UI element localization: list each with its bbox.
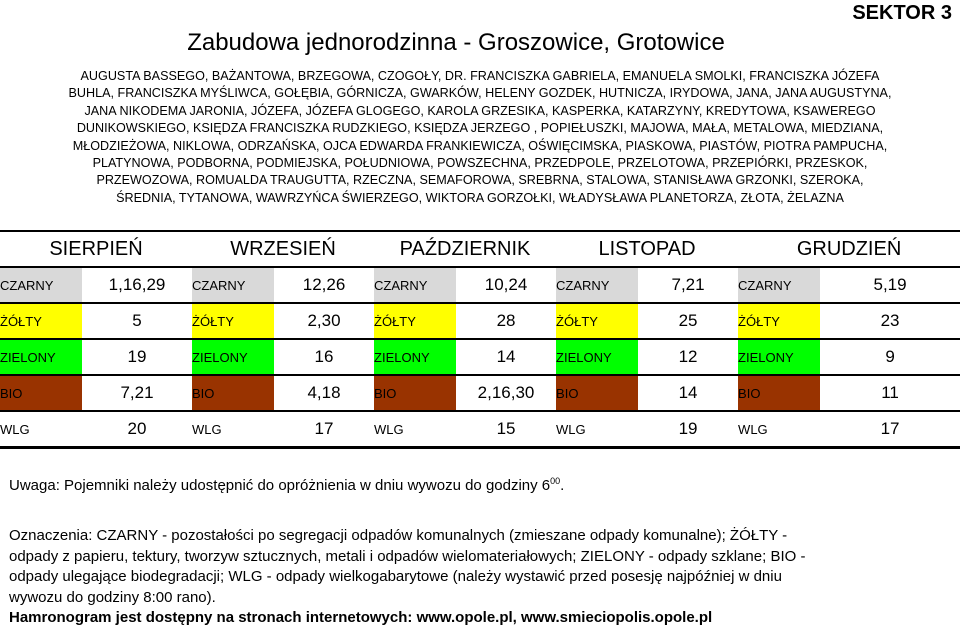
street-line: ŚREDNIA, TYTANOWA, WAWRZYŃCA ŚWIERZEGO, WIKTORA GORZOŁKI, WŁADYSŁAWA PLANETORZA, ZŁOTA, ŻELAZNA	[116, 190, 844, 205]
waste-type-label: ZIELONY	[374, 339, 456, 375]
street-line: PLATYNOWA, PODBORNA, PODMIEJSKA, POŁUDNIOWA, POWSZECHNA, PRZEDPOLE, PRZELOTOWA, PRZEPIÓRKI, PRZESKOK,	[92, 156, 868, 171]
street-line: JANA NIKODEMA JARONIA, JÓZEFA, JÓZEFA GLOGEGO, KAROLA GRZESIKA, KASPERKA, KATARZYNY, KREDYTOWA, KSAWEREGO	[84, 103, 876, 118]
collection-dates: 2,16,30	[456, 375, 556, 411]
waste-type-label: CZARNY	[738, 267, 820, 303]
note-suffix: .	[560, 477, 565, 494]
collection-dates: 1,16,29	[82, 267, 192, 303]
collection-dates: 10,24	[456, 267, 556, 303]
waste-type-label: WLG	[738, 411, 820, 448]
street-line: AUGUSTA BASSEGO, BAŻANTOWA, BRZEGOWA, CZOGOŁY, DR. FRANCISZKA GABRIELA, EMANUELA SMOLKI, FRANCISZKA JÓZEFA	[80, 69, 880, 83]
collection-dates: 14	[638, 375, 738, 411]
waste-type-label: CZARNY	[0, 267, 82, 303]
collection-dates: 19	[82, 339, 192, 375]
collection-dates: 17	[820, 411, 960, 448]
collection-dates: 5	[82, 303, 192, 339]
table-row	[0, 339, 960, 375]
street-line: MŁODZIEŻOWA, NIKLOWA, ODRZAŃSKA, OJCA EDWARDA FRANKIEWICZA, OŚWIĘCIMSKA, PIASKOWA, PIASTÓW, PIOTRA PAMPUCHA,	[72, 138, 888, 153]
pickup-note	[9, 476, 564, 494]
waste-type-label: ŻÓŁTY	[374, 303, 456, 339]
footer-website-info: Hamronogram jest dostępny na stronach internetowych: www.opole.pl, www.smieciopolis.opole.pl	[9, 609, 713, 626]
waste-type-label: ZIELONY	[738, 339, 820, 375]
collection-dates: 20	[82, 411, 192, 448]
collection-dates: 5,19	[820, 267, 960, 303]
month-header-row	[0, 231, 960, 267]
waste-type-label: ZIELONY	[192, 339, 274, 375]
legend-line: odpady ulegające biodegradacji; WLG - odpady wielkogabarytowe (należy wystawić przed posesję najpóźniej w dniu	[9, 568, 782, 585]
collection-dates: 15	[456, 411, 556, 448]
table-row	[0, 267, 960, 303]
waste-type-label: BIO	[738, 375, 820, 411]
waste-type-label: BIO	[374, 375, 456, 411]
collection-dates: 28	[456, 303, 556, 339]
collection-dates: 12,26	[274, 267, 374, 303]
street-line: PRZEWOZOWA, ROMUALDA TRAUGUTTA, RZECZNA, SEMAFOROWA, SREBRNA, STALOWA, STANISŁAWA GRZONKI, SZEROKA,	[96, 173, 864, 188]
waste-type-label: BIO	[0, 375, 82, 411]
month-header: LISTOPAD	[556, 231, 738, 267]
street-list	[0, 68, 960, 207]
waste-type-label: ŻÓŁTY	[738, 303, 820, 339]
waste-type-label: WLG	[556, 411, 638, 448]
waste-type-label: BIO	[556, 375, 638, 411]
table-row	[0, 303, 960, 339]
page-title: Zabudowa jednorodzinna - Groszowice, Grotowice	[187, 29, 725, 56]
collection-dates: 19	[638, 411, 738, 448]
street-line: BUHLA, FRANCISZKA MYŚLIWCA, GOŁĘBIA, GÓRNICZA, GWARKÓW, HELENY GOZDEK, HUTNICZA, IRYDOWA, JANA, JANA AUGUSTYNA,	[68, 86, 892, 101]
table-row	[0, 375, 960, 411]
waste-type-label: ŻÓŁTY	[192, 303, 274, 339]
waste-type-label: CZARNY	[192, 267, 274, 303]
collection-dates: 17	[274, 411, 374, 448]
collection-dates: 11	[820, 375, 960, 411]
collection-dates: 7,21	[638, 267, 738, 303]
waste-type-label: ŻÓŁTY	[556, 303, 638, 339]
waste-type-label: ZIELONY	[556, 339, 638, 375]
collection-dates: 23	[820, 303, 960, 339]
collection-dates: 14	[456, 339, 556, 375]
legend-line: wywozu do godziny 8:00 rano).	[9, 588, 216, 606]
legend-block	[9, 526, 909, 629]
note-superscript: 00	[550, 476, 561, 486]
collection-dates: 2,30	[274, 303, 374, 339]
collection-dates: 4,18	[274, 375, 374, 411]
table-row	[0, 411, 960, 448]
collection-dates: 25	[638, 303, 738, 339]
month-header: PAŹDZIERNIK	[374, 231, 556, 267]
collection-dates: 9	[820, 339, 960, 375]
waste-type-label: WLG	[192, 411, 274, 448]
waste-type-label: BIO	[192, 375, 274, 411]
month-header: SIERPIEŃ	[0, 231, 192, 267]
waste-type-label: WLG	[374, 411, 456, 448]
collection-dates: 16	[274, 339, 374, 375]
collection-dates: 7,21	[82, 375, 192, 411]
waste-type-label: CZARNY	[556, 267, 638, 303]
street-line: DUNIKOWSKIEGO, KSIĘDZA FRANCISZKA RUDZKIEGO, KSIĘDZA JERZEGO , POPIEŁUSZKI, MAJOWA, MAŁA, METALOWA, MIEDZIANA,	[76, 121, 884, 136]
month-header: GRUDZIEŃ	[738, 231, 960, 267]
month-header: WRZESIEŃ	[192, 231, 374, 267]
legend-line: odpady z papieru, tektury, tworzyw sztucznych, metali i odpadów wielomateriałowych; ZIELONY - odpady szklane; BIO -	[9, 547, 806, 565]
note-text: Uwaga: Pojemniki należy udostępnić do opróżnienia w dniu wywozu do godziny 6	[9, 477, 551, 494]
waste-type-label: ŻÓŁTY	[0, 303, 82, 339]
waste-type-label: WLG	[0, 411, 82, 448]
collection-schedule-table	[0, 230, 960, 449]
waste-type-label: ZIELONY	[0, 339, 82, 375]
sector-label: SEKTOR 3	[852, 2, 952, 24]
legend-line: Oznaczenia: CZARNY - pozostałości po segregacji odpadów komunalnych (zmieszane odpady komunalne); ŻÓŁTY -	[9, 527, 788, 544]
collection-dates: 12	[638, 339, 738, 375]
waste-type-label: CZARNY	[374, 267, 456, 303]
